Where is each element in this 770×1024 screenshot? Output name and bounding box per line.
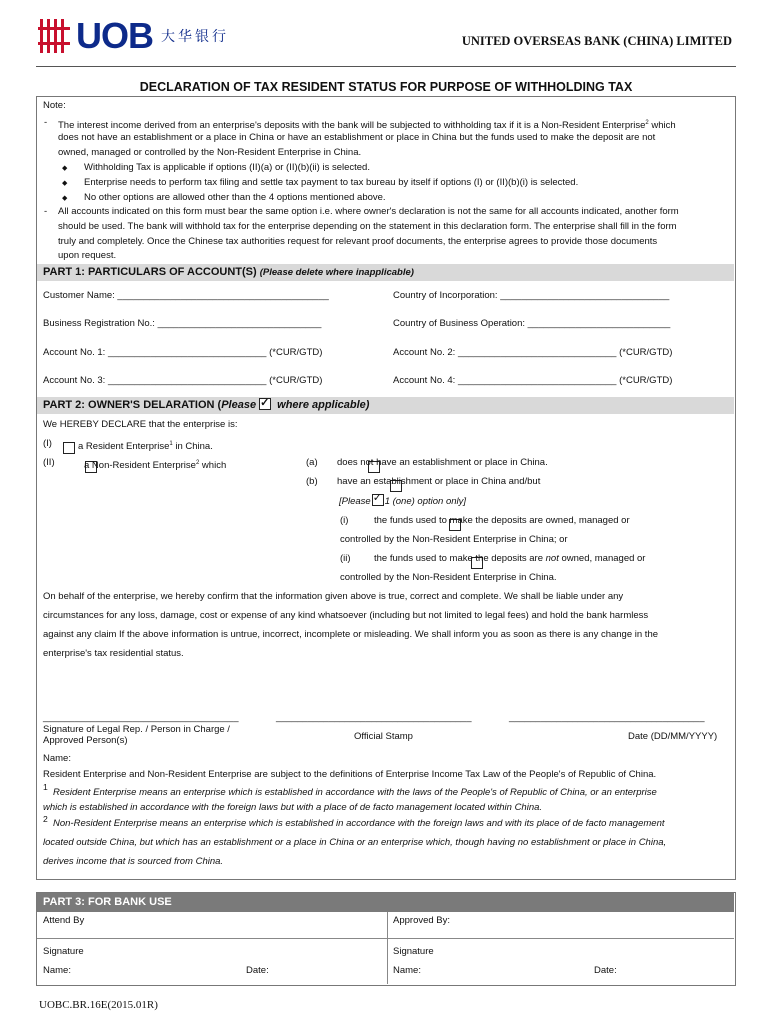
note-bullet-1-text: Withholding Tax is applicable if options (II)(a) or (II)(b)(ii) is selected. — [84, 162, 370, 173]
stamp-line[interactable]: _____________________________________ — [276, 712, 472, 723]
uob-logo — [38, 15, 229, 56]
form-code: UOBC.BR.16E(2015.01R) — [39, 999, 158, 1011]
option-i-label-line2: controlled by the Non-Resident Enterprise in China; or — [340, 534, 568, 545]
attend-by-label: Attend By — [43, 915, 85, 926]
bank-signature-left: Signature — [43, 946, 84, 957]
bank-name-left: Name: — [43, 965, 71, 976]
confirm-line-4: enterprise's tax residential status. — [43, 648, 184, 659]
checkmark-icon — [372, 494, 384, 506]
note-dash-1: - — [44, 117, 48, 128]
resident-enterprise-checkbox[interactable] — [63, 442, 75, 454]
option-b-number: (b) — [306, 476, 318, 487]
account-4-field[interactable]: Account No. 4: ______________________________ (*CUR/GTD) — [393, 375, 673, 386]
option-2-number: (II) — [43, 457, 55, 468]
stamp-label: Official Stamp — [354, 731, 413, 742]
signature-label: Signature of Legal Rep. / Person in Charge / Approved Person(s) — [43, 724, 230, 746]
confirm-line-3: against any claim If the above information is untrue, incorrect, incomplete or misleading. We shall inform you as soon as there is any change in the — [43, 629, 659, 640]
note-p1-line2: does not have an establishment or a place in China or have an establishment or place in China but the funds used to make the deposit are not — [58, 132, 656, 143]
definition-line: Resident Enterprise and Non-Resident Enterprise are subject to the definitions of Enterprise Income Tax Law of the People's of Republic of China. — [43, 769, 657, 780]
diamond-bullet-icon: ◆ — [62, 165, 68, 172]
diamond-bullet-icon: ◆ — [62, 195, 68, 202]
footnote-2-line2: located outside China, but which has an establishment or a place in China or an enterprise which, though having no establishment or place in China, — [43, 837, 667, 848]
diamond-bullet-icon: ◆ — [62, 180, 68, 187]
form-title: DECLARATION OF TAX RESIDENT STATUS FOR PURPOSE OF WITHHOLDING TAX — [139, 80, 633, 94]
option-ii-label: the funds used to make the deposits are not owned, managed or — [374, 553, 646, 564]
part3-divider — [387, 912, 388, 984]
option-1-label: a Resident Enterprise$^1$ in China. — [78, 441, 213, 453]
footnote-2-line3: derives income that is sourced from China. — [43, 856, 224, 867]
option-ii-number: (ii) — [340, 553, 351, 564]
note-p1-line1: The interest income derived from an enterprise's deposits with the bank will be subjected to withholding tax if it is a Non-Resident Enterprise$^2$ which — [58, 120, 676, 132]
footnote-2-number: 2 — [43, 814, 48, 824]
bank-date-right: Date: — [594, 965, 617, 976]
confirm-line-1: On behalf of the enterprise, we hereby confirm that the information given above is true, correct and complete. We shall be liable under any — [43, 591, 624, 602]
footnote-2-line1: Non-Resident Enterprise means an enterprise which is established in accordance with the foreign laws and with its place of de facto management — [53, 818, 665, 829]
logo-chinese-text: 大华银行 — [161, 28, 229, 44]
business-registration-field[interactable]: Business Registration No.: _______________________________ — [43, 318, 322, 329]
option-b-label: have an establishment or place in China and/but — [337, 476, 541, 487]
uob-logo-mark-icon — [38, 19, 70, 53]
bank-name: UNITED OVERSEAS BANK (CHINA) LIMITED — [461, 34, 732, 48]
country-operation-field[interactable]: Country of Business Operation: ___________________________ — [393, 318, 671, 329]
declare-text: We HEREBY DECLARE that the enterprise is: — [43, 419, 238, 430]
logo-text: UOB — [76, 15, 153, 56]
name-label: Name: — [43, 753, 71, 764]
header-divider — [36, 66, 736, 67]
customer-name-field[interactable]: Customer Name: ________________________________________ — [43, 290, 329, 301]
note-p2-line4: upon request. — [58, 250, 117, 261]
option-ii-label-line2: controlled by the Non-Resident Enterprise in China. — [340, 572, 557, 583]
bank-signature-right: Signature — [393, 946, 434, 957]
part2-heading: PART 2: OWNER'S DELARATION (Please✓ where applicable) — [37, 397, 734, 414]
note-bullet-3-text: No other options are allowed other than the 4 options mentioned above. — [84, 192, 386, 203]
note-p2-line3: truly and completely. Once the Chinese tax authorities request for relevant proof documents, the enterprise agrees to provide those documents — [58, 236, 658, 247]
option-2-label: a Non-Resident Enterprise$^2$ which — [84, 460, 227, 472]
note-p2-line1: All accounts indicated on this form must bear the same option i.e. where owner's declaration is not the same for all accounts indicated, another form — [58, 206, 679, 217]
note-bullet-2-text: Enterprise needs to perform tax filing and settle tax payment to tax bureau by itself if options (I) or (II)(b)(i) is selected. — [84, 177, 579, 188]
footnote-1-line1: Resident Enterprise means an enterprise which is established in accordance with the laws of the People's of Republic of China, or an enterprise — [53, 787, 657, 798]
option-i-number: (i) — [340, 515, 349, 526]
date-line[interactable]: _____________________________________ — [509, 712, 705, 723]
note-bullet-2 — [62, 176, 67, 191]
please-tick-one: [Please✓ 1 (one) option only] — [339, 494, 466, 509]
note-p2-line2: should be used. The bank will withhold tax for the enterprise depending on the statement in this declaration form. The enterprise shall fill in the form — [58, 221, 677, 232]
option-a-number: (a) — [306, 457, 318, 468]
date-label: Date (DD/MM/YYYY) — [628, 731, 718, 742]
bank-name-right: Name: — [393, 965, 421, 976]
note-label: Note: — [43, 100, 66, 111]
note-p1-line3: owned, managed or controlled by the Non-Resident Enterprise in China. — [58, 147, 362, 158]
checkmark-icon — [259, 398, 271, 410]
account-2-field[interactable]: Account No. 2: ______________________________ (*CUR/GTD) — [393, 347, 673, 358]
option-i-label: the funds used to make the deposits are owned, managed or — [374, 515, 630, 526]
note-dash-2: - — [44, 206, 48, 217]
option-a-label: does not have an establishment or place in China. — [337, 457, 548, 468]
footnote-1-number: 1 — [43, 782, 48, 792]
approved-by-label: Approved By: — [393, 915, 451, 926]
part3-row-line — [37, 938, 734, 939]
note-bullet-3 — [62, 191, 67, 206]
signature-line[interactable]: _____________________________________ — [43, 712, 239, 723]
country-incorporation-field[interactable]: Country of Incorporation: ________________________________ — [393, 290, 670, 301]
note-bullet-1 — [62, 161, 67, 176]
account-3-field[interactable]: Account No. 3: ______________________________ (*CUR/GTD) — [43, 375, 323, 386]
part3-heading: PART 3: FOR BANK USE — [37, 893, 734, 912]
part1-heading: PART 1: PARTICULARS OF ACCOUNT(S) (Please delete where inapplicable) — [37, 264, 734, 281]
footnote-1-line2: which is established in accordance with the foreign laws but with a place of de facto management located within China. — [43, 802, 543, 813]
confirm-line-2: circumstances for any loss, damage, cost or expense of any kind whatsoever (including but not limited to legal fees) and hold the bank harmless — [43, 610, 649, 621]
account-1-field[interactable]: Account No. 1: ______________________________ (*CUR/GTD) — [43, 347, 323, 358]
option-1-number: (I) — [43, 438, 52, 449]
bank-date-left: Date: — [246, 965, 269, 976]
